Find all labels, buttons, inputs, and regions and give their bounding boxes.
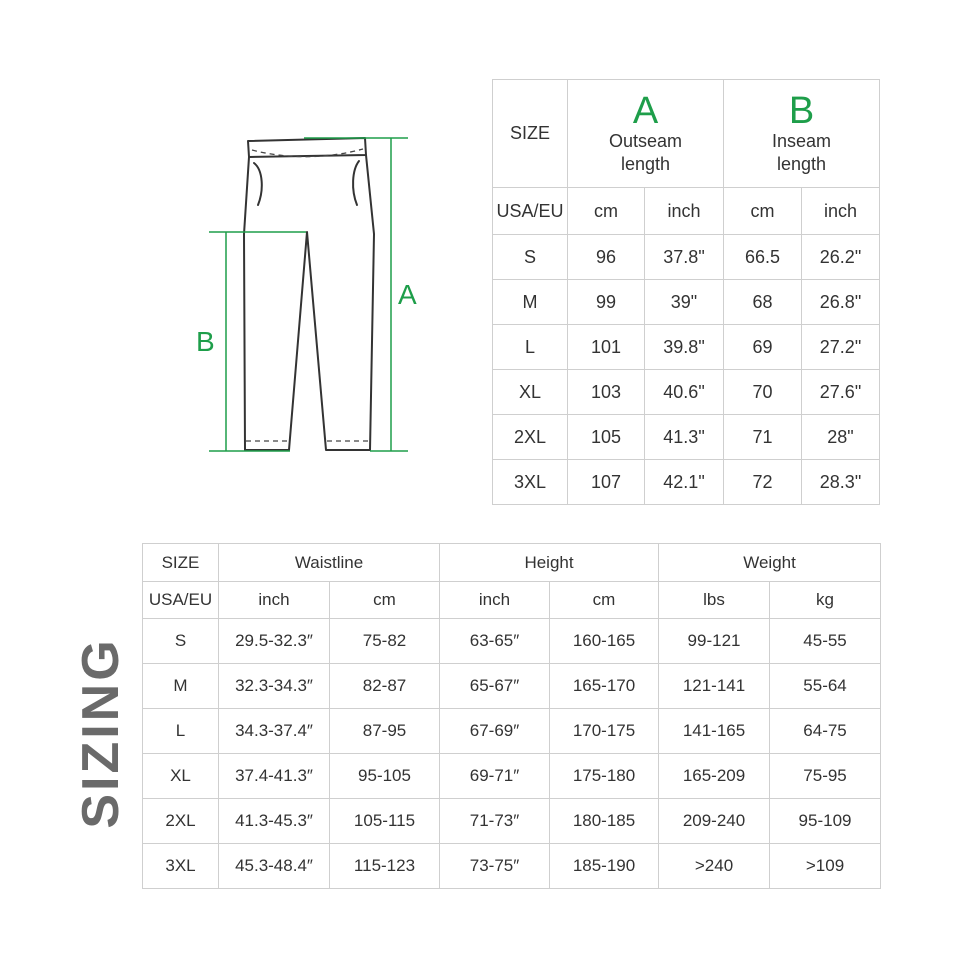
height-cm-cell: 165-170 [550,664,659,709]
table-row [143,664,881,709]
outseam-cm-cell: 105 [568,415,645,460]
weight-lbs-cell: 141-165 [659,709,770,754]
height-inch-cell: 65-67″ [440,664,550,709]
outseam-inch-cell: 41.3" [645,415,724,460]
waist-inch-cell: 34.3-37.4″ [219,709,330,754]
weight-lbs-cell: 121-141 [659,664,770,709]
weight-lbs-cell: 165-209 [659,754,770,799]
outseam-header [568,80,724,188]
outseam-inseam-table [492,79,880,505]
weight-kg-cell: 45-55 [770,619,881,664]
table-row [143,844,881,889]
size-cell: S [143,619,219,664]
size-cell: XL [493,370,568,415]
table-row [493,325,880,370]
waist-cm-cell: 82-87 [330,664,440,709]
table-row [493,280,880,325]
table-row [493,235,880,280]
body-measurement-table [142,543,881,889]
height-cm-cell: 180-185 [550,799,659,844]
inseam-inch-cell: 27.2" [802,325,880,370]
size-cell: 2XL [493,415,568,460]
inseam-title-line2: length [776,153,827,174]
waist-inch-cell: 41.3-45.3″ [219,799,330,844]
dimension-label-a: A [398,279,417,310]
waist-cm-cell: 105-115 [330,799,440,844]
height-cm-cell: 170-175 [550,709,659,754]
outseam-cm-cell: 99 [568,280,645,325]
waistline-header: Waistline [219,544,440,582]
weight-kg-cell: 95-109 [770,799,881,844]
size-cell: L [143,709,219,754]
outseam-title-line2: length [620,153,671,174]
outseam-cm-cell: 107 [568,460,645,505]
outseam-inch-cell: 37.8" [645,235,724,280]
inseam-inch-cell: 26.8" [802,280,880,325]
waist-inch-cell: 29.5-32.3″ [219,619,330,664]
inseam-cm-cell: 70 [724,370,802,415]
unit-header: inch [802,188,880,235]
unit-header: kg [770,582,881,619]
table-row [493,415,880,460]
height-inch-cell: 67-69″ [440,709,550,754]
size-cell: 3XL [493,460,568,505]
inseam-inch-cell: 27.6" [802,370,880,415]
inseam-cm-cell: 71 [724,415,802,460]
inseam-header [724,80,880,188]
size-cell: S [493,235,568,280]
weight-kg-cell: 55-64 [770,664,881,709]
outseam-title-line1: Outseam [608,130,683,151]
outseam-inch-cell: 42.1" [645,460,724,505]
table-row [493,460,880,505]
size-cell: 3XL [143,844,219,889]
height-cm-cell: 160-165 [550,619,659,664]
weight-lbs-cell: >240 [659,844,770,889]
unit-header: cm [724,188,802,235]
height-cm-cell: 185-190 [550,844,659,889]
table-row [143,799,881,844]
weight-kg-cell: 75-95 [770,754,881,799]
inseam-cm-cell: 66.5 [724,235,802,280]
height-inch-cell: 63-65″ [440,619,550,664]
waist-cm-cell: 87-95 [330,709,440,754]
unit-header: inch [645,188,724,235]
weight-kg-cell: 64-75 [770,709,881,754]
size-header: SIZE [493,80,568,188]
inseam-cm-cell: 69 [724,325,802,370]
outseam-cm-cell: 101 [568,325,645,370]
outseam-inch-cell: 40.6" [645,370,724,415]
height-inch-cell: 73-75″ [440,844,550,889]
outseam-cm-cell: 103 [568,370,645,415]
inseam-inch-cell: 28" [802,415,880,460]
size-header: SIZE [143,544,219,582]
outseam-letter: A [632,89,659,132]
waist-cm-cell: 115-123 [330,844,440,889]
inseam-title-line1: Inseam [771,130,832,151]
region-header: USA/EU [143,582,219,619]
size-cell: 2XL [143,799,219,844]
weight-lbs-cell: 99-121 [659,619,770,664]
waist-cm-cell: 75-82 [330,619,440,664]
waist-cm-cell: 95-105 [330,754,440,799]
size-cell: M [493,280,568,325]
unit-header: inch [440,582,550,619]
weight-kg-cell: >109 [770,844,881,889]
weight-lbs-cell: 209-240 [659,799,770,844]
size-cell: M [143,664,219,709]
outseam-inch-cell: 39" [645,280,724,325]
outseam-inch-cell: 39.8" [645,325,724,370]
table-row [493,370,880,415]
table-row [143,754,881,799]
unit-header: lbs [659,582,770,619]
size-cell: XL [143,754,219,799]
unit-header: cm [550,582,659,619]
region-header: USA/EU [493,188,568,235]
inseam-inch-cell: 26.2" [802,235,880,280]
table-row [143,709,881,754]
unit-header: cm [568,188,645,235]
size-cell: L [493,325,568,370]
unit-header: inch [219,582,330,619]
unit-header: cm [330,582,440,619]
waist-inch-cell: 45.3-48.4″ [219,844,330,889]
height-cm-cell: 175-180 [550,754,659,799]
weight-header: Weight [659,544,881,582]
outseam-cm-cell: 96 [568,235,645,280]
height-inch-cell: 71-73″ [440,799,550,844]
waist-inch-cell: 32.3-34.3″ [219,664,330,709]
table-row [143,619,881,664]
dimension-label-b: B [196,326,215,357]
height-header: Height [440,544,659,582]
inseam-letter: B [788,89,815,132]
sizing-title: SIZING [72,637,130,829]
inseam-inch-cell: 28.3" [802,460,880,505]
height-inch-cell: 69-71″ [440,754,550,799]
inseam-cm-cell: 72 [724,460,802,505]
waist-inch-cell: 37.4-41.3″ [219,754,330,799]
inseam-cm-cell: 68 [724,280,802,325]
